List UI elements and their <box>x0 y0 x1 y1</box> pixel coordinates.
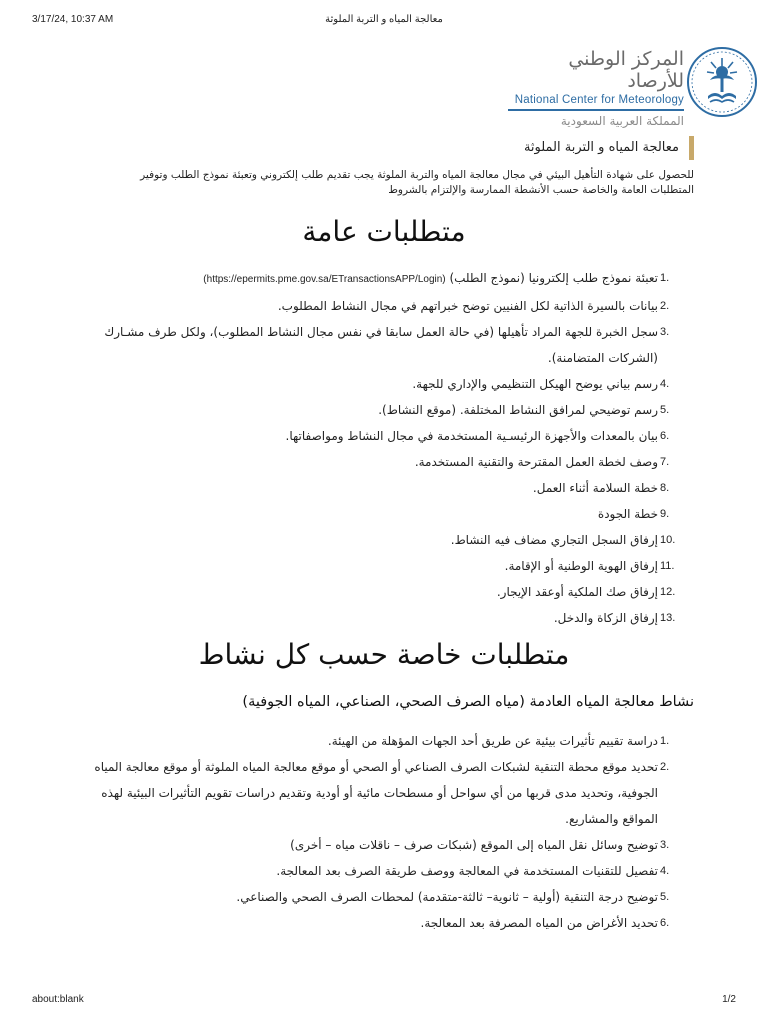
list-item <box>70 293 670 319</box>
logo-text <box>508 48 684 128</box>
list-item-text: سجل الخبرة للجهة المراد تأهيلها (في حالة العمل سابقا في نفس مجال النشاط المطلوب)، ولكل طرف مشـارك (الشركات المتضامنة). <box>104 325 658 365</box>
list-item-number: 11. <box>660 560 675 572</box>
print-page-title: معالجة المياه و التربة الملوثة <box>325 14 443 25</box>
list-item-text: دراسة تقييم تأثيرات بيئية عن طريق أحد الجهات المؤهلة من الهيئة. <box>327 734 658 748</box>
list-item-number: 4. <box>660 865 670 877</box>
list-item <box>70 858 670 884</box>
ncm-logo <box>384 42 684 128</box>
logo-divider <box>508 109 684 111</box>
list-item-text: تحديد موقع محطة التنقية لشبكات الصرف الصناعي أو الصحي أو موقع معالجة المياه الملوثة أو موقع معالجة المياه الجوفية، وتحديد مدى قربها من أي سواحل أو مسطحات مائية أو أودية وتقديم دراسات تقويم التأثيرات البيئية لهذه المواقع والمشاريع. <box>94 760 658 826</box>
activity-requirements-list <box>70 728 670 936</box>
list-item <box>70 579 676 605</box>
list-item-number: 8. <box>660 482 670 494</box>
logo-english-name: National Center for Meteorology <box>514 94 684 106</box>
list-item-text: خطة الجودة <box>597 507 658 521</box>
list-item-number: 13. <box>660 612 676 624</box>
list-item-number: 7. <box>660 456 670 468</box>
list-item-number: 3. <box>660 326 670 338</box>
list-item <box>70 265 670 293</box>
list-item <box>70 423 670 449</box>
list-item-text: خطة السلامة أثناء العمل. <box>532 481 658 495</box>
list-item-text: بيانات بالسيرة الذاتية لكل الفنيين توضح خبراتهم في مجال النشاط المطلوب. <box>277 299 658 313</box>
list-item <box>70 449 670 475</box>
print-url: about:blank <box>32 994 84 1005</box>
list-item-number: 4. <box>660 378 670 390</box>
list-item-text: توضيح درجة التنقية (أولية – ثانوية– ثالثة-متقدمة) لمحطات الصرف الصحي والصناعي. <box>236 890 658 904</box>
print-datetime: 3/17/24, 10:37 AM <box>32 14 114 25</box>
list-item-text: إرفاق الزكاة والدخل. <box>553 611 658 625</box>
list-item-text: بيان بالمعدات والأجهزة الرئيسـية المستخدمة في مجال النشاط ومواصفاتها. <box>285 429 658 443</box>
list-item-number: 9. <box>660 508 670 520</box>
list-item <box>70 397 670 423</box>
list-item-number: 12. <box>660 586 676 598</box>
list-item <box>70 553 675 579</box>
list-item-text: تحديد الأغراض من المياه المصرفة بعد المعالجة. <box>420 916 658 930</box>
section-title: معالجة المياه و التربة الملوثة <box>524 136 694 160</box>
special-requirements-heading: متطلبات خاصة حسب كل نشاط <box>198 638 570 671</box>
list-item-text: إرفاق الهوية الوطنية أو الإقامة. <box>504 559 658 573</box>
list-item-number: 2. <box>660 300 670 312</box>
list-item-number: 5. <box>660 404 670 416</box>
list-item-text: توضيح وسائل نقل المياه إلى الموقع (شبكات صرف – ناقلات مياه – أخرى) <box>290 838 658 852</box>
list-item <box>70 371 670 397</box>
logo-country: المملكة العربية السعودية <box>560 114 684 128</box>
general-requirements-heading: متطلبات عامة <box>302 215 466 248</box>
list-item <box>70 475 670 501</box>
list-item-number: 5. <box>660 891 670 903</box>
list-item-text: إرفاق صك الملكية أوعقد الإيجار. <box>496 585 658 599</box>
list-item-text: تفصيل للتقنيات المستخدمة في المعالجة ووصف طريقة الصرف بعد المعالجة. <box>276 864 658 878</box>
list-item <box>70 910 670 936</box>
list-item-number: 3. <box>660 839 670 851</box>
list-item-number: 1. <box>660 735 670 747</box>
print-page-number: 1/2 <box>722 994 736 1005</box>
list-item-number: 2. <box>660 761 670 773</box>
list-item-number: 6. <box>660 430 670 442</box>
intro-paragraph: للحصول على شهادة التأهيل البيئي في مجال معالجة المياه والتربة الملوثة يجب تقديم طلب إلكتروني وتعبئة نموذج الطلب وتوفير المتطلبات العامة والخاصة حسب الأنشطة الممارسة والإلتزام بالشروط <box>140 169 694 196</box>
list-item-number: 10. <box>660 534 676 546</box>
print-footer <box>32 994 736 1010</box>
ncm-emblem-icon <box>686 46 758 118</box>
list-item <box>70 527 676 553</box>
list-item <box>70 605 676 631</box>
list-item-text: رسم توضيحي لمرافق النشاط المختلفة. (موقع النشاط). <box>378 403 658 417</box>
list-item-text: إرفاق السجل التجاري مضاف فيه النشاط. <box>450 533 658 547</box>
epermits-link[interactable]: (https://epermits.pme.gov.sa/ETransactionsAPP/Login) <box>203 274 446 285</box>
list-item <box>70 501 670 527</box>
print-header <box>32 14 736 30</box>
list-item-number: 1. <box>660 272 670 284</box>
list-item <box>70 884 670 910</box>
activity-heading: نشاط معالجة المياه العادمة (مياه الصرف الصحي، الصناعي، المياه الجوفية) <box>242 694 694 710</box>
list-item <box>70 728 670 754</box>
list-item <box>70 754 670 832</box>
list-item-text: رسم بياني يوضح الهيكل التنظيمي والإداري للجهة. <box>412 377 658 391</box>
list-item <box>70 832 670 858</box>
general-requirements-list <box>70 265 676 631</box>
list-item-number: 6. <box>660 917 670 929</box>
list-item <box>70 319 670 371</box>
logo-arabic-name: المركز الوطني للأرصاد <box>568 48 684 92</box>
list-item-text: وصف لخطة العمل المقترحة والتقنية المستخدمة. <box>414 455 658 469</box>
list-item-text: تعبئة نموذج طلب إلكترونيا (نموذج الطلب) <box>445 271 658 285</box>
